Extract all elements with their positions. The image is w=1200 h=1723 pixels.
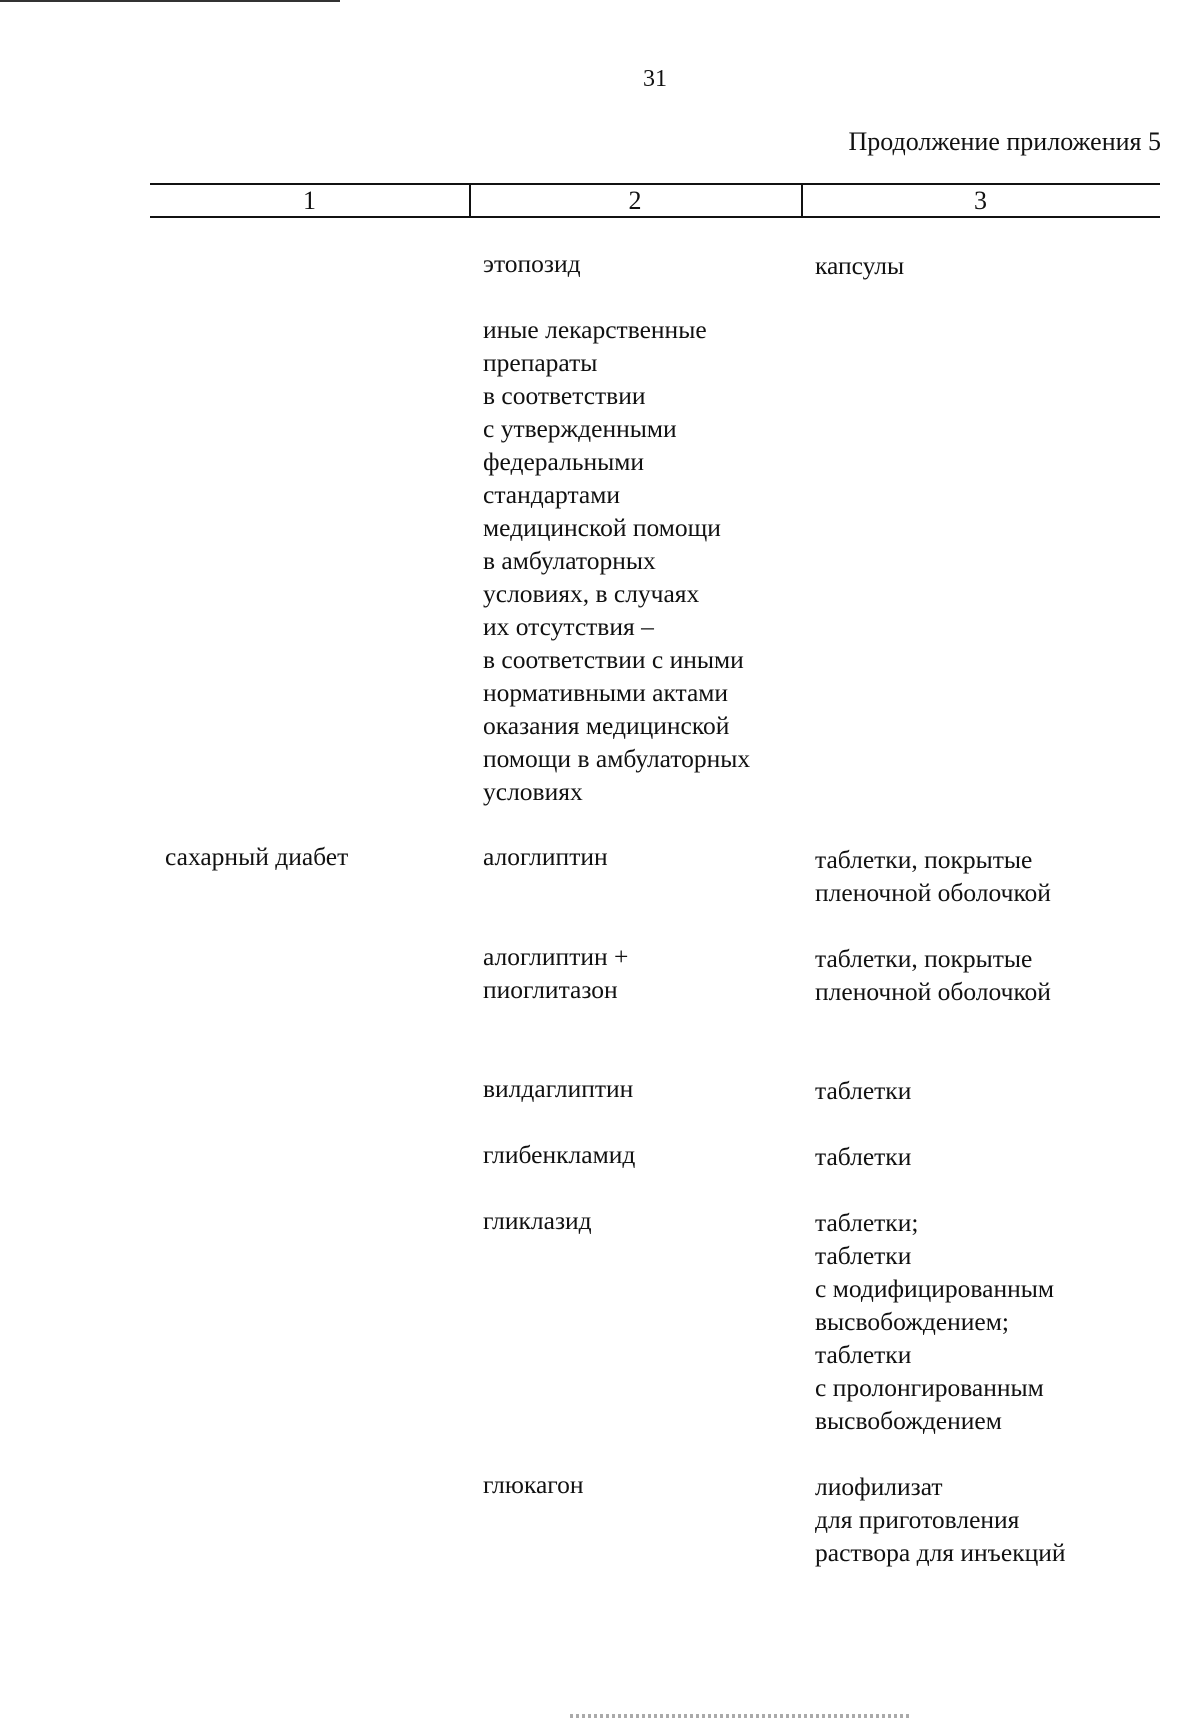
page-number: 31	[643, 66, 667, 92]
continuation-label: Продолжение приложения 5	[848, 127, 1161, 156]
dosage-form-vildagliptin: таблетки	[815, 1076, 912, 1105]
dosage-form-glibenclamide: таблетки	[815, 1142, 912, 1171]
disease-name-diabetes: сахарный диабет	[165, 842, 349, 871]
drug-name-alogliptin-pioglitazone: алоглиптин + пиоглитазон	[483, 942, 629, 1004]
drug-name-other-drugs: иные лекарственные препараты в соответствии с утвержденными федеральными стандартами медицинской помощи в амбулаторных условиях, в случаях их отсутствия – в соответствии с иными нормативными актами оказания медицинской помощи в амбулаторных условиях	[483, 315, 751, 806]
dosage-form-alogliptin-pioglitazone: таблетки, покрытые пленочной оболочкой	[815, 944, 1051, 1006]
drug-name-glibenclamide: глибенкламид	[483, 1140, 636, 1169]
table-header-bottom-rule	[150, 216, 1160, 218]
table-header-top-rule	[150, 183, 1160, 185]
column-number-2: 2	[628, 186, 642, 215]
scan-edge-line	[0, 0, 340, 2]
dosage-form-alogliptin: таблетки, покрытые пленочной оболочкой	[815, 845, 1051, 907]
drug-name-alogliptin: алоглиптин	[483, 842, 608, 871]
column-number-1: 1	[303, 186, 316, 215]
dosage-form-gliclazide: таблетки; таблетки с модифицированным высвобождением; таблетки с пролонгированным высвобождением	[815, 1208, 1055, 1435]
dosage-form-glucagon: лиофилизат для приготовления раствора для инъекций	[815, 1472, 1066, 1567]
drug-name-etoposide: этопозид	[483, 249, 581, 278]
scan-noise	[570, 1714, 910, 1718]
drug-name-vildagliptin: вилдаглиптин	[483, 1074, 634, 1103]
column-number-3: 3	[974, 186, 987, 215]
drug-name-glucagon: глюкагон	[483, 1470, 584, 1499]
drug-name-gliclazide: гликлазид	[483, 1206, 592, 1235]
dosage-form-etoposide: капсулы	[815, 251, 905, 280]
